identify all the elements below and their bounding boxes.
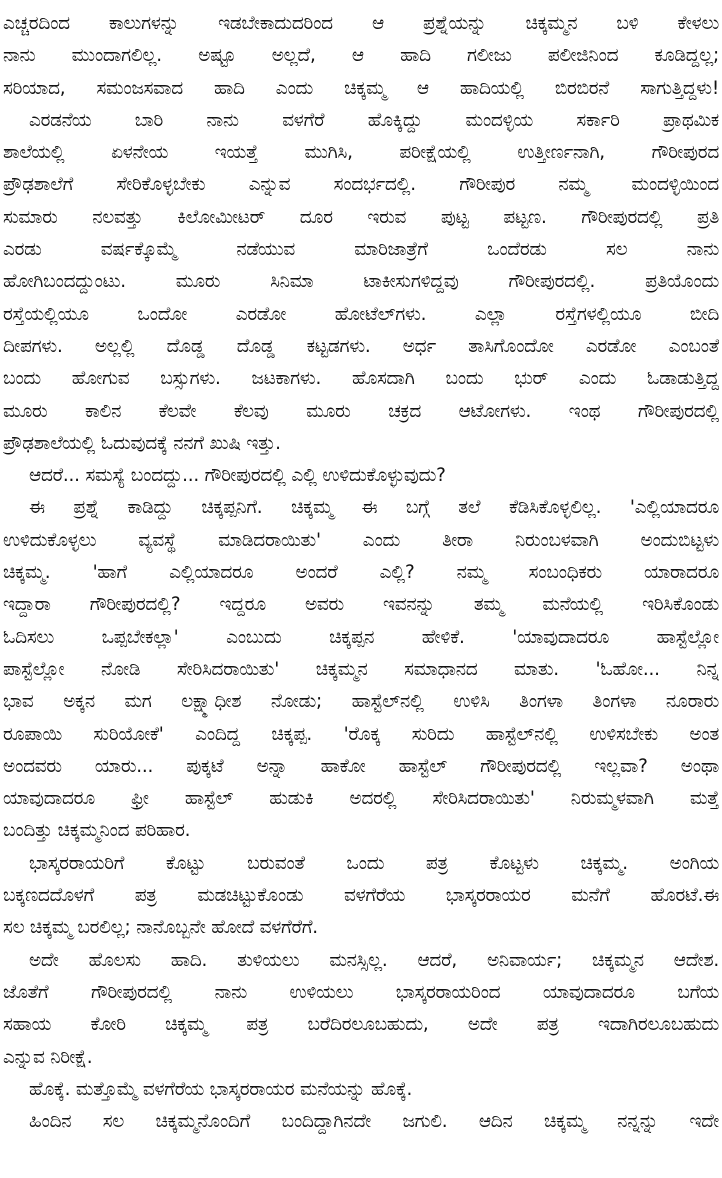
text-line: ಸುಮಾರು ನಲವತ್ತು ಕಿಲೋಮೀಟರ್ ದೂರ ಇರುವ ಪುಟ್ಟ ಪಟ್ಟಣ. ಗೌರೀಪುರದಲ್ಲಿ ಪ್ರತಿ — [3, 206, 719, 228]
text-line: ರೂಪಾಯಿ ಸುರಿಯೋಕೆ' ಎಂದಿದ್ದ ಚಿಕ್ಕಪ್ಪ. 'ರೊಕ್ಕ ಸುರಿದು ಹಾಸ್ಟೆಲ್‌ನಲ್ಲಿ ಉಳಿಸಬೇಕು ಅಂತ — [3, 723, 719, 745]
text-line: ಬಂದಿತ್ತು ಚಿಕ್ಕಮ್ಮನಿಂದ ಪರಿಹಾರ. — [3, 820, 191, 842]
text-line: ಬಂದು ಹೋಗುವ ಬಸ್ಸುಗಳು. ಜಟಕಾಗಳು. ಹೊಸದಾಗಿ ಬಂದು ಭುರ್ ಎಂದು ಓಡಾಡುತ್ತಿದ್ದ — [3, 368, 719, 390]
text-line: ಯಾವುದಾದರೂ ಫ್ರೀ ಹಾಸ್ಟೆಲ್ ಹುಡುಕಿ ಅದರಲ್ಲಿ ಸೇರಿಸಿದರಾಯಿತು' ನಿರುಮ್ಮಳವಾಗಿ ಮತ್ತೆ — [3, 788, 719, 810]
text-line: ಎರಡನೆಯ ಬಾರಿ ನಾನು ವಳಗೆರೆ ಹೊಕ್ಕಿದ್ದು ಮಂದಳ್ಳಿಯ ಸರ್ಕಾರಿ ಪ್ರಾಥಮಿಕ — [29, 109, 719, 131]
text-line: ಇದ್ದಾರಾ ಗೌರೀಪುರದಲ್ಲಿ? ಇದ್ದರೂ ಅವರು ಇವನನ್ನು ತಮ್ಮ ಮನೆಯಲ್ಲಿ ಇರಿಸಿಕೊಂಡು — [3, 594, 719, 616]
text-line: ಎಚ್ಚರದಿಂದ ಕಾಲುಗಳನ್ನು ಇಡಬೇಕಾದುದರಿಂದ ಆ ಪ್ರಶ್ನೆಯನ್ನು ಚಿಕ್ಕಮ್ಮನ ಬಳಿ ಕೇಳಲು — [3, 13, 719, 34]
text-line: ಪಾಸ್ಟೆಲ್ಲೋ ನೋಡಿ ಸೇರಿಸಿದರಾಯಿತು' ಚಿಕ್ಕಮ್ಮನ ಸಮಾಧಾನದ ಮಾತು. 'ಓಹೋ... ನಿನ್ನ — [3, 658, 719, 680]
text-line: ಹಿಂದಿನ ಸಲ ಚಿಕ್ಕಮ್ಮನೊಂದಿಗೆ ಬಂದಿದ್ದಾಗಿನದೇ ಜಗುಲಿ. ಆದಿನ ಚಿಕ್ಕಮ್ಮ ನನ್ನನ್ನು ಇದೇ — [29, 1111, 719, 1133]
text-line: ನಾನು ಮುಂದಾಗಲಿಲ್ಲ. ಅಷ್ಟೂ ಅಲ್ಲದೆ, ಆ ಹಾದಿ ಗಲೀಜು ಪಲೀಜಿನಿಂದ ಕೂಡಿದ್ದಲ್ಲ; — [3, 45, 719, 67]
text-line: ಶಾಲೆಯಲ್ಲಿ ಏಳನೇಯ ಇಯತ್ತೆ ಮುಗಿಸಿ, ಪರೀಕ್ಷೆಯಲ್ಲಿ ಉತ್ತೀರ್ಣನಾಗಿ, ಗೌರೀಪುರದ — [3, 142, 719, 164]
text-line: ರಸ್ತೆಯಲ್ಲಿಯೂ ಒಂದೋ ಎರಡೋ ಹೋಟೆಲ್‌ಗಳು. ಎಲ್ಲಾ ರಸ್ತೆಗಳಲ್ಲಿಯೂ ಬೀದಿ — [3, 303, 719, 325]
text-line: ಪ್ರೌಢಶಾಲೆಯಲ್ಲಿ ಓದುವುದಕ್ಕೆ ನನಗೆ ಖುಷಿ ಇತ್ತು. — [3, 432, 281, 454]
text-line: ಬಕ್ಕಣದದೊಳಗೆ ಪತ್ರ ಮಡಚಿಟ್ಟುಕೊಂಡು ವಳಗೆರೆಯ ಭಾಸ್ಕರರಾಯರ ಮನೆಗೆ ಹೊರಟೆ.ಈ — [3, 885, 719, 907]
text-line: ಮೂರು ಕಾಲಿನ ಕೆಲವೇ ಕೆಲವು ಮೂರು ಚಕ್ರದ ಆಟೋಗಳು. ಇಂಥ ಗೌರೀಪುರದಲ್ಲಿ — [3, 400, 719, 422]
text-line: ಎರಡು ವರ್ಷಕ್ಕೊಮ್ಮೆ ನಡೆಯುವ ಮಾರಿಜಾತ್ರೆಗೆ ಒಂದೆರಡು ಸಲ ನಾನು — [3, 239, 719, 261]
text-line: ಸಲ ಚಿಕ್ಕಮ್ಮ ಬರಲಿಲ್ಲ; ನಾನೊಬ್ಬನೇ ಹೋದೆ ವಳಗೆರೆಗೆ. — [3, 917, 318, 939]
text-line: ಪ್ರೌಢಶಾಲೆಗೆ ಸೇರಿಕೊಳ್ಳಬೇಕು ಎನ್ನುವ ಸಂದರ್ಭದಲ್ಲಿ. ಗೌರೀಪುರ ನಮ್ಮ ಮಂದಳ್ಳಿಯಿಂದ — [3, 174, 719, 196]
text-line: ಈ ಪ್ರಶ್ನೆ ಕಾಡಿದ್ದು ಚಿಕ್ಕಪ್ಪನಿಗೆ. ಚಿಕ್ಕಮ್ಮ ಈ ಬಗ್ಗೆ ತಲೆ ಕೆಡಿಸಿಕೊಳ್ಳಲಿಲ್ಲ. 'ಎಲ್ಲಿಯಾದರೂ — [29, 497, 719, 519]
text-line: ಭಾಸ್ಕರರಾಯರಿಗೆ ಕೊಟ್ಟು ಬರುವಂತೆ ಒಂದು ಪತ್ರ ಕೊಟ್ಟಳು ಚಿಕ್ಕಮ್ಮ. ಅಂಗಿಯ — [29, 852, 719, 874]
text-line: ಓದಿಸಲು ಒಪ್ಪಬೇಕಲ್ಲಾ' ಎಂಬುದು ಚಿಕ್ಕಪ್ಪನ ಹೇಳಿಕೆ. 'ಯಾವುದಾದರೂ ಹಾಸ್ಟೆಲ್ಲೋ — [3, 626, 719, 648]
text-line: ಹೊಕ್ಕೆ. ಮತ್ತೊಮ್ಮೆ ವಳಗೆರೆಯ ಭಾಸ್ಕರರಾಯರ ಮನೆಯನ್ನು ಹೊಕ್ಕೆ. — [29, 1078, 413, 1100]
text-line: ಸರಿಯಾದ, ಸಮಂಜಸವಾದ ಹಾದಿ ಎಂದು ಚಿಕ್ಕಮ್ಮ ಆ ಹಾದಿಯಲ್ಲಿ ಬಿರಬಿರನೆ ಸಾಗುತ್ತಿದ್ದಳು! — [3, 77, 719, 99]
text-line: ದೀಪಗಳು. ಅಲ್ಲಲ್ಲಿ ದೊಡ್ಡ ದೊಡ್ಡ ಕಟ್ಟಡಗಳು. ಅರ್ಧ ತಾಸಿಗೊಂದೋ ಎರಡೋ ಎಂಬಂತೆ — [3, 335, 719, 357]
text-line: ಆದರೆ... ಸಮಸ್ಯೆ ಬಂದದ್ದು... ಗೌರೀಪುರದಲ್ಲಿ ಎಲ್ಲಿ ಉಳಿದುಕೊಳ್ಳುವುದು? — [29, 465, 446, 487]
text-line: ಚಿಕ್ಕಮ್ಮ. 'ಹಾಗೆ ಎಲ್ಲಿಯಾದರೂ ಅಂದರೆ ಎಲ್ಲಿ? ನಮ್ಮ ಸಂಬಂಧಿಕರು ಯಾರಾದರೂ — [3, 562, 719, 584]
text-line: ಜೊತೆಗೆ ಗೌರೀಪುರದಲ್ಲಿ ನಾನು ಉಳಿಯಲು ಭಾಸ್ಕರರಾಯರಿಂದ ಯಾವುದಾದರೂ ಬಗೆಯ — [3, 981, 719, 1003]
text-line: ಅಂದವರು ಯಾರು... ಪುಕ್ಕಟೆ ಅನ್ನಾ ಹಾಕೋ ಹಾಸ್ಟೆಲ್ ಗೌರೀಪುರದಲ್ಲಿ ಇಲ್ಲವಾ? ಅಂಥಾ — [3, 755, 719, 777]
text-line: ಹೋಗಿಬಂದದ್ದುಂಟು. ಮೂರು ಸಿನಿಮಾ ಟಾಕೀಸುಗಳಿದ್ದವು ಗೌರೀಪುರದಲ್ಲಿ. ಪ್ರತಿಯೊಂದು — [3, 271, 719, 293]
body-text — [3, 8, 719, 1138]
text-line: ಉಳಿದುಕೊಳ್ಳಲು ವ್ಯವಸ್ಥೆ ಮಾಡಿದರಾಯಿತು' ಎಂದು ತೀರಾ ನಿರುಂಬಳವಾಗಿ ಅಂದುಬಿಟ್ಟಳು — [3, 529, 719, 551]
text-line: ಸಹಾಯ ಕೋರಿ ಚಿಕ್ಕಮ್ಮ ಪತ್ರ ಬರೆದಿರಲೂಬಹುದು, ಅದೇ ಪತ್ರ ಇದಾಗಿರಲೂಬಹುದು — [3, 1014, 719, 1036]
text-line: ಎನ್ನುವ ನಿರೀಕ್ಷೆ. — [3, 1046, 93, 1068]
text-line: ಅದೇ ಹೊಲಸು ಹಾದಿ. ತುಳಿಯಲು ಮನಸ್ಸಿಲ್ಲ. ಆದರೆ, ಅನಿವಾರ್ಯ; ಚಿಕ್ಕಮ್ಮನ ಆದೇಶ. — [29, 949, 719, 971]
text-line: ಭಾವ ಅಕ್ಕನ ಮಗ ಲಕ್ಷ್ಮಾಧೀಶ ನೋಡು; ಹಾಸ್ಟೆಲ್‌ನಲ್ಲಿ ಉಳಿಸಿ ತಿಂಗಳಾ ತಿಂಗಳಾ ನೂರಾರು — [3, 691, 719, 713]
